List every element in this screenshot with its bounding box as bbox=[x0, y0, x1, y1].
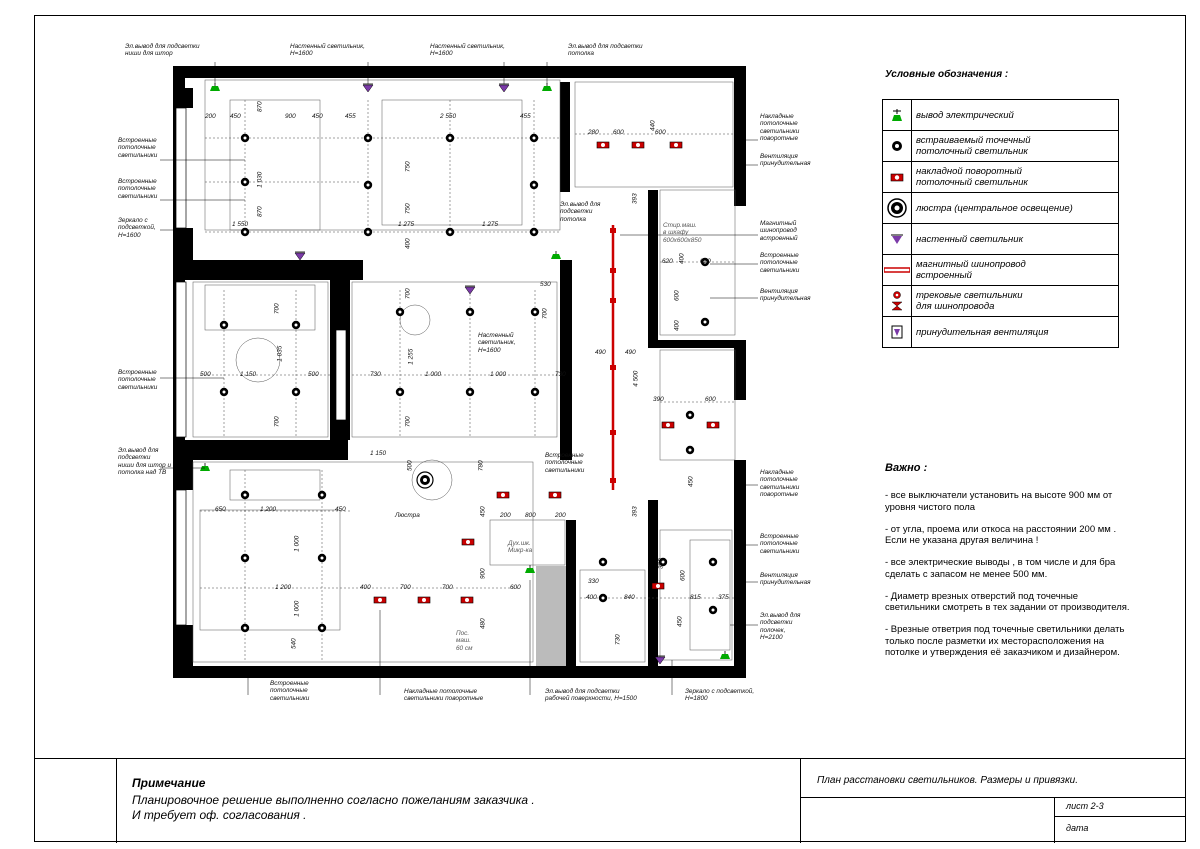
dim: 450 bbox=[479, 506, 487, 518]
dim: 450 bbox=[335, 506, 346, 513]
dim: 393 bbox=[631, 193, 639, 205]
dim: 1 035 bbox=[276, 345, 284, 362]
dim: 490 bbox=[625, 349, 636, 356]
dim: 480 bbox=[479, 618, 487, 630]
label-right-spotlights-1: Встроенные потолочные светильники bbox=[760, 252, 800, 274]
date-field: дата bbox=[1066, 823, 1089, 833]
label-top-curtain-niche: Эл.вывод для подсветки ниши для штор bbox=[125, 43, 200, 58]
label-mid-chandelier: Люстра bbox=[395, 512, 420, 519]
recessed-spotlight-icon bbox=[883, 131, 912, 162]
legend-row bbox=[883, 286, 1119, 317]
dim: 780 bbox=[477, 460, 485, 472]
chandelier bbox=[417, 472, 433, 488]
dim: 200 bbox=[205, 113, 216, 120]
note-line-1: Планировочное решение выполненно согласно пожеланиям заказчика . bbox=[132, 793, 535, 807]
electrical-outlet-icon bbox=[883, 100, 912, 131]
label-bottom-spotlights: Встроенные потолочные светильники bbox=[270, 680, 310, 702]
dim: 700 bbox=[541, 308, 549, 320]
divider bbox=[800, 759, 801, 843]
magnetic-track-icon bbox=[883, 255, 912, 286]
dim: 1 275 bbox=[482, 221, 498, 228]
legend-label: трековые светильники для шинопровода bbox=[912, 286, 1119, 317]
dim: 200 bbox=[500, 512, 511, 519]
dim: 400 bbox=[678, 253, 686, 265]
dim: 1 150 bbox=[240, 371, 256, 378]
dim: 1 030 bbox=[256, 171, 264, 188]
dim: 700 bbox=[404, 288, 412, 300]
wall-light-icon bbox=[883, 224, 912, 255]
label-top-ceiling-outlet: Эл.вывод для подсветки потолка bbox=[568, 43, 643, 58]
dim: 500 bbox=[406, 460, 414, 472]
legend-row bbox=[883, 131, 1119, 162]
chandelier-icon bbox=[883, 193, 912, 224]
dim: 490 bbox=[595, 349, 606, 356]
label-right-vent-3: Вентиляция принудительная bbox=[760, 572, 811, 587]
dim: 1 200 bbox=[275, 584, 291, 591]
legend-row bbox=[883, 162, 1119, 193]
note-title: Примечание bbox=[132, 776, 206, 790]
dim: 450 bbox=[676, 616, 684, 628]
dim: 1 000 bbox=[293, 535, 301, 552]
dim: 280 bbox=[588, 129, 599, 136]
label-right-vent-2: Вентиляция принудительная bbox=[760, 288, 811, 303]
dim: 393 bbox=[631, 506, 639, 518]
dim: 400 bbox=[360, 584, 371, 591]
dim: 840 bbox=[624, 594, 635, 601]
dim: 1 550 bbox=[232, 221, 248, 228]
dim: 540 bbox=[290, 638, 298, 650]
dim: 1 150 bbox=[370, 450, 386, 457]
divider bbox=[800, 797, 1186, 798]
label-mid-wall-light: Настенный светильник, Н=1600 bbox=[478, 332, 516, 354]
dim: 440 bbox=[649, 120, 657, 132]
legend-label: встраиваемый точечный потолочный светильник bbox=[912, 131, 1119, 162]
label-right-rotary-2: Накладные потолочные светильники поворотные bbox=[760, 469, 800, 499]
legend-label: накладной поворотный потолочный светильник bbox=[912, 162, 1119, 193]
dim: 815 bbox=[690, 594, 701, 601]
dim: 1 000 bbox=[425, 371, 441, 378]
dim: 750 bbox=[404, 203, 412, 215]
dim: 620 bbox=[662, 258, 673, 265]
note-item: - от угла, проема или откоса на расстоянии 200 мм . Если не указана другая величина ! bbox=[885, 523, 1117, 546]
dim: 455 bbox=[520, 113, 531, 120]
dim: 530 bbox=[540, 281, 551, 288]
important-notes bbox=[885, 490, 1130, 669]
dim: 400 bbox=[404, 238, 412, 250]
note-item: - Врезные ответрия под точечные светильники делать только после разметки их месторасположения на потолке и утверждения её заказчиком и дизайнером. bbox=[885, 624, 1125, 658]
sheet-number: лист 2-3 bbox=[1066, 801, 1104, 811]
label-right-magnetic-track: Магнитный шинопровод встроенный bbox=[760, 220, 798, 242]
dim: 730 bbox=[555, 371, 566, 378]
note-line-2: И требует оф. согласования . bbox=[132, 808, 307, 822]
dim: 450 bbox=[312, 113, 323, 120]
dim: 500 bbox=[200, 371, 211, 378]
dim: 390 bbox=[653, 396, 664, 403]
dim: 400 bbox=[673, 320, 681, 332]
legend-label: вывод электрический bbox=[912, 100, 1119, 131]
surface-rotary-light-icon bbox=[883, 162, 912, 193]
label-top-wall-light-1: Настенный светильник, Н=1600 bbox=[290, 43, 365, 58]
dim: 4 500 bbox=[632, 370, 640, 387]
divider bbox=[1054, 816, 1186, 817]
forced-ventilation-icon bbox=[883, 317, 912, 348]
legend-row bbox=[883, 100, 1119, 131]
note-item: - все выключатели установить на высоте 900 мм от уровня чистого пола bbox=[885, 490, 1113, 513]
legend-title: Условные обозначения : bbox=[885, 69, 1009, 80]
label-top-wall-light-2: Настенный светильник, Н=1600 bbox=[430, 43, 505, 58]
dim: 1 275 bbox=[398, 221, 414, 228]
dim: 450 bbox=[230, 113, 241, 120]
dim: 1 200 bbox=[260, 506, 276, 513]
dim: 375 bbox=[718, 594, 729, 601]
dim: 1 000 bbox=[293, 600, 301, 617]
track-lights-icon bbox=[883, 286, 912, 317]
dim: 730 bbox=[614, 634, 622, 646]
dim: 700 bbox=[442, 584, 453, 591]
washer-closet-text: Стир.маш. в шкафу 600х600х850 bbox=[663, 222, 702, 244]
dim: 750 bbox=[404, 161, 412, 173]
dim: 2 550 bbox=[440, 113, 456, 120]
dim: 500 bbox=[308, 371, 319, 378]
label-mid-spotlights: Встроенные потолочные светильники bbox=[545, 452, 585, 474]
dim: 400 bbox=[586, 594, 597, 601]
dim: 700 bbox=[404, 416, 412, 428]
dim: 900 bbox=[285, 113, 296, 120]
legend-table bbox=[882, 99, 1119, 348]
dim: 450 bbox=[687, 476, 695, 488]
dim: 700 bbox=[273, 416, 281, 428]
dim: 600 bbox=[655, 129, 666, 136]
legend-label: принудительная вентиляция bbox=[912, 317, 1119, 348]
label-bottom-rotary: Накладные потолочные светильники поворотные bbox=[404, 688, 484, 703]
label-right-rotary-1: Накладные потолочные светильники поворотные bbox=[760, 113, 800, 143]
label-left-spotlights-1: Встроенные потолочные светильники bbox=[118, 137, 158, 159]
dim: 700 bbox=[273, 303, 281, 315]
label-bottom-worktop-outlet: Эл.вывод для подсветки рабочей поверхности, Н=1500 bbox=[545, 688, 637, 703]
dim: 600 bbox=[673, 290, 681, 302]
legend-label: магнитный шинопровод встроенный bbox=[912, 255, 1119, 286]
dim: 600 bbox=[510, 584, 521, 591]
dishwasher-text: Пос. маш. 60 см bbox=[456, 630, 473, 652]
dim: 455 bbox=[345, 113, 356, 120]
label-left-spotlights-2: Встроенные потолочные светильники bbox=[118, 178, 158, 200]
dim: 1 255 bbox=[407, 348, 415, 365]
legend-row bbox=[883, 255, 1119, 286]
dim: 620 bbox=[700, 258, 711, 265]
oven-text: Дух.шк. Микр-ка bbox=[508, 540, 533, 555]
dim: 650 bbox=[215, 506, 226, 513]
dim: 730 bbox=[370, 371, 381, 378]
title-block bbox=[34, 758, 1186, 842]
dim: 700 bbox=[400, 584, 411, 591]
divider bbox=[1054, 797, 1055, 843]
important-title: Важно : bbox=[885, 462, 928, 474]
label-mid-ceiling-outlet: Эл.вывод для подсветки потолка bbox=[560, 201, 601, 223]
note-item: - все электрические выводы , в том числе и для бра сделать с запасом не менее 500 мм. bbox=[885, 557, 1116, 580]
dim: 600 bbox=[679, 570, 687, 582]
label-left-tv-outlet: Эл.вывод для подсветки ниши для штор и потолка над ТВ bbox=[118, 447, 172, 477]
label-right-vent-1: Вентиляция принудительная bbox=[760, 153, 811, 168]
label-bottom-mirror: Зеркало с подсветкой, Н=1800 bbox=[685, 688, 755, 703]
divider bbox=[116, 759, 117, 843]
dim: 800 bbox=[525, 512, 536, 519]
label-right-spotlights-2: Встроенные потолочные светильники bbox=[760, 533, 800, 555]
dim: 870 bbox=[256, 101, 264, 113]
legend-row bbox=[883, 317, 1119, 348]
recessed-spotlights bbox=[220, 134, 717, 632]
dim: 330 bbox=[588, 578, 599, 585]
dim: 600 bbox=[705, 396, 716, 403]
label-left-mirror: Зеркало с подсветкой, Н=1600 bbox=[118, 217, 156, 239]
label-left-spotlights-3: Встроенные потолочные светильники bbox=[118, 369, 158, 391]
legend-label: люстра (центральное освещение) bbox=[912, 193, 1119, 224]
legend-row bbox=[883, 224, 1119, 255]
plan-title: План расстановки светильников. Размеры и привязки. bbox=[817, 775, 1079, 786]
dim: 600 bbox=[613, 129, 624, 136]
dim: 900 bbox=[479, 568, 487, 580]
dim: 1 000 bbox=[490, 371, 506, 378]
legend-label: настенный светильник bbox=[912, 224, 1119, 255]
note-item: - Диаметр врезных отверстий под точечные светильники смотреть в тех задании от производителя. bbox=[885, 590, 1130, 613]
dim: 200 bbox=[555, 512, 566, 519]
legend-row bbox=[883, 193, 1119, 224]
dim: 870 bbox=[256, 206, 264, 218]
label-right-shelf-outlet: Эл.вывод для подсветки полочек, Н=2100 bbox=[760, 612, 801, 642]
dim: 390 bbox=[657, 558, 665, 570]
